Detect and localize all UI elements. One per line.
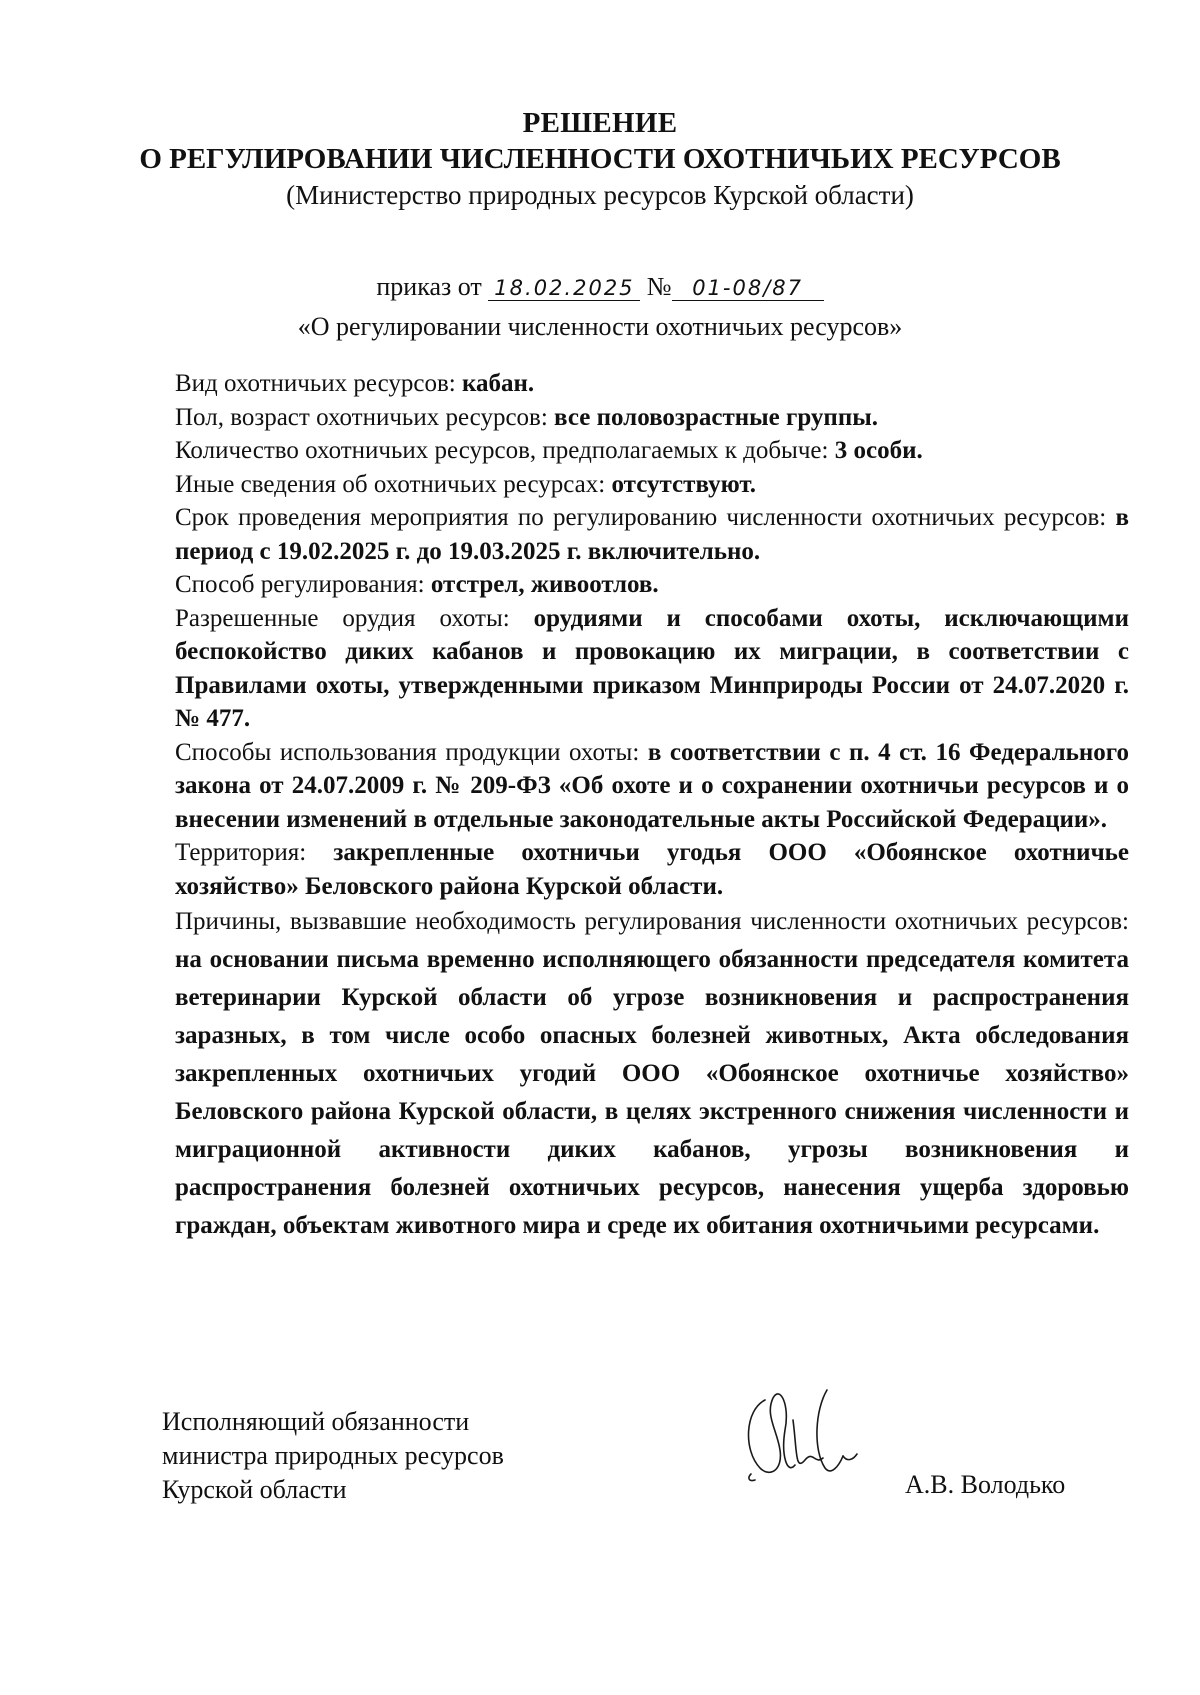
order-prefix: приказ от (376, 272, 482, 301)
handwritten-signature-icon (735, 1380, 895, 1490)
signer-position-line: министра природных ресурсов (162, 1441, 504, 1470)
order-reference (0, 272, 1200, 302)
signer-name: А.В. Володько (905, 1470, 1066, 1499)
signer-position-line: Исполняющий обязанности (162, 1407, 470, 1436)
order-number-label: № (646, 272, 672, 301)
field-label: Территория: (175, 839, 334, 866)
field-label: Способ регулирования: (175, 571, 431, 598)
field-label: Иные сведения об охотничьих ресурсах: (175, 470, 612, 498)
document-subtitle: О РЕГУЛИРОВАНИИ ЧИСЛЕННОСТИ ОХОТНИЧЬИХ РЕСУРСОВ (139, 143, 1061, 175)
field-label: Разрешенные орудия охоты: (175, 604, 534, 632)
field-label: Пол, возраст охотничьих ресурсов: (175, 403, 555, 431)
order-subject: «О регулировании численности охотничьих ресурсов» (297, 312, 903, 341)
field-value: отстрел, живоотлов. (430, 571, 659, 598)
field-label: Количество охотничьих ресурсов, предполагаемых к добыче: (175, 437, 835, 464)
field-territory (175, 836, 1129, 903)
field-label: Способы использования продукции охоты: (175, 738, 648, 766)
order-date: 18.02.2025 (488, 276, 640, 301)
field-sex-age (175, 401, 1129, 435)
field-value: отсутствуют. (611, 470, 757, 498)
field-label: Срок проведения мероприятия по регулированию численности охотничьих ресурсов: (175, 504, 1116, 531)
issuing-ministry: (Министерство природных ресурсов Курской области) (286, 180, 914, 210)
field-method (175, 568, 1129, 602)
field-label: Причины, вызвавшие необходимость регулирования численности охотничьих ресурсов: (175, 908, 1129, 935)
field-other-info (175, 468, 1129, 502)
field-hunting-tools (175, 602, 1129, 736)
field-value: в соответствии с п. 4 ст. 16 Федерального закона от 24.07.2009 г. № 209-ФЗ «Об охоте и о сохранении охотничьи ресурсов и о внесении изменений в отдельные законодательные акты Российской Федерации». (175, 738, 1129, 833)
field-value: в период с 19.02.2025 г. до 19.03.2025 г. включительно. (175, 504, 1129, 565)
field-value: на основании письма временно исполняющего обязанности председателя комитета ветеринарии Курской области об угрозе возникновения и распространения заразных, в том числе особо опасных болезней животных, Акта обследования закрепленных охотничьих угодий ООО «Обоянское охотничье хозяйство» Беловского района Курской области, в целях экстренного снижения численности и миграционной активности диких кабанов, угрозы возникновения и распространения болезней охотничьих ресурсов, нанесения ущерба здоровью граждан, объектам животного мира и среде их обитания охотничьими ресурсами. (175, 946, 1129, 1239)
field-period (175, 501, 1129, 568)
field-value: кабан. (462, 370, 535, 397)
decision-fields (175, 367, 1129, 1245)
signer-position-line: Курской области (162, 1475, 347, 1504)
field-product-use (175, 736, 1129, 837)
signer-position (162, 1405, 504, 1507)
field-value: 3 особи. (834, 437, 923, 464)
field-value: орудиями и способами охоты, исключающими беспокойство диких кабанов и провокацию их миграции, в соответствии с Правилами охоты, утвержденными приказом Минприроды России от 24.07.2020 г. № 477. (175, 604, 1129, 732)
order-number: 01-08/87 (672, 276, 824, 301)
field-value: все половозрастные группы. (554, 403, 879, 431)
field-value: закрепленные охотничьи угодья ООО «Обоянское охотничье хозяйство» Беловского района Курской области. (175, 839, 1129, 900)
field-label: Вид охотничьих ресурсов: (175, 370, 462, 397)
field-quantity (175, 434, 1129, 468)
document-title: РЕШЕНИЕ (522, 107, 678, 139)
field-reasons (175, 903, 1129, 1245)
field-resource-type (175, 367, 1129, 401)
